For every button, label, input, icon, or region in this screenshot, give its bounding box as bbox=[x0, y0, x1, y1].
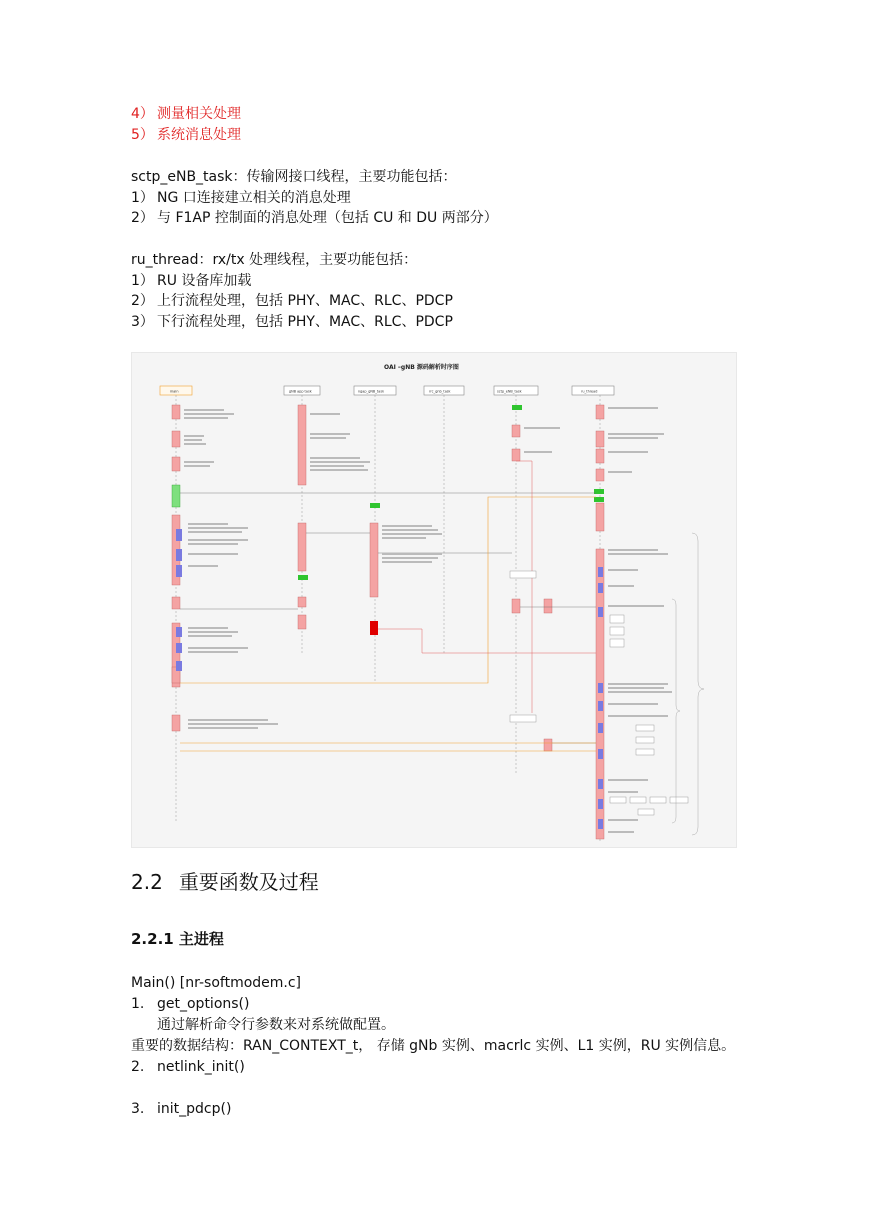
list-item-4 bbox=[131, 104, 241, 124]
lifelines bbox=[176, 395, 600, 843]
ru-activations bbox=[596, 405, 604, 839]
step-text: init_pdcp() bbox=[157, 1101, 232, 1117]
list-text: 下行流程处理，包括 PHY、MAC、RLC、PDCP bbox=[157, 314, 453, 330]
list-text: 测量相关处理 bbox=[157, 106, 241, 122]
gnb-green-marker bbox=[298, 575, 308, 580]
rrc-activations bbox=[370, 523, 378, 597]
section-title: 重要函数及过程 bbox=[178, 870, 319, 894]
list-number: 4） bbox=[131, 106, 154, 122]
ru-item-1 bbox=[131, 271, 251, 291]
list-text: RU 设备库加载 bbox=[157, 273, 252, 289]
ru-item-2 bbox=[131, 291, 453, 311]
lane-sctp: sctp_eNB_task bbox=[497, 389, 522, 394]
main-header: Main() [nr-softmodem.c] bbox=[131, 975, 302, 991]
lane-ngap: ngap_gNB_task bbox=[358, 389, 385, 394]
list-text: 与 F1AP 控制面的消息处理（包括 CU 和 DU 两部分） bbox=[157, 210, 498, 226]
step-1 bbox=[131, 994, 249, 1014]
sequence-diagram bbox=[132, 353, 736, 847]
list-item-5 bbox=[131, 125, 241, 145]
list-number: 2） bbox=[131, 210, 154, 226]
ru-green-markers bbox=[594, 489, 604, 502]
list-text: 上行流程处理，包括 PHY、MAC、RLC、PDCP bbox=[157, 293, 453, 309]
lane-headers bbox=[160, 386, 614, 395]
list-number: 1） bbox=[131, 190, 154, 206]
step-2 bbox=[131, 1057, 245, 1077]
step-number: 3. bbox=[131, 1101, 145, 1117]
list-number: 2） bbox=[131, 293, 154, 309]
step-1-description: 通过解析命令行参数来对系统做配置。 bbox=[157, 1017, 395, 1033]
orange-callback-arrows bbox=[180, 497, 596, 751]
lane-ru: ru_thread bbox=[581, 389, 598, 394]
create-gnb-task-box bbox=[172, 485, 180, 507]
list-number: 5） bbox=[131, 127, 154, 143]
rrc-green-marker bbox=[370, 503, 380, 508]
ru-item-3 bbox=[131, 312, 453, 332]
lane-rrc: rrc_gnb_task bbox=[429, 389, 451, 394]
list-text: 系统消息处理 bbox=[157, 127, 241, 143]
figure-title: OAI –gNB 源码解析时序图 bbox=[384, 364, 459, 371]
step-number: 2. bbox=[131, 1059, 145, 1075]
lane-main: main bbox=[170, 389, 179, 394]
list-number: 1） bbox=[131, 273, 154, 289]
section-heading-2-2-1: 2.2.1 主进程 bbox=[131, 930, 224, 948]
right-brackets bbox=[672, 533, 704, 835]
rrc-red-block bbox=[370, 621, 378, 635]
step-text: netlink_init() bbox=[157, 1059, 245, 1075]
sctp-item-2 bbox=[131, 208, 498, 228]
section-number: 2.2 bbox=[131, 870, 163, 894]
ru-lead: ru_thread：rx/tx 处理线程，主要功能包括： bbox=[131, 252, 418, 268]
list-text: NG 口连接建立相关的消息处理 bbox=[157, 190, 351, 206]
step-3 bbox=[131, 1099, 231, 1119]
data-structure-note: 重要的数据结构：RAN_CONTEXT_t， 存储 gNb 实例、macrlc 实例、L1 实例，RU 实例信息。 bbox=[131, 1038, 736, 1054]
sctp-item-1 bbox=[131, 188, 351, 208]
lane-gnb-app: gNB app task bbox=[289, 389, 312, 394]
red-return-arrows bbox=[378, 461, 596, 713]
sequence-diagram-figure bbox=[131, 352, 737, 848]
sctp-green-marker bbox=[512, 405, 522, 410]
list-number: 3） bbox=[131, 314, 154, 330]
step-text: get_options() bbox=[157, 996, 250, 1012]
step-number: 1. bbox=[131, 996, 145, 1012]
sctp-lead: sctp_eNB_task：传输网接口线程，主要功能包括： bbox=[131, 169, 457, 185]
section-heading-2-2 bbox=[131, 868, 319, 896]
